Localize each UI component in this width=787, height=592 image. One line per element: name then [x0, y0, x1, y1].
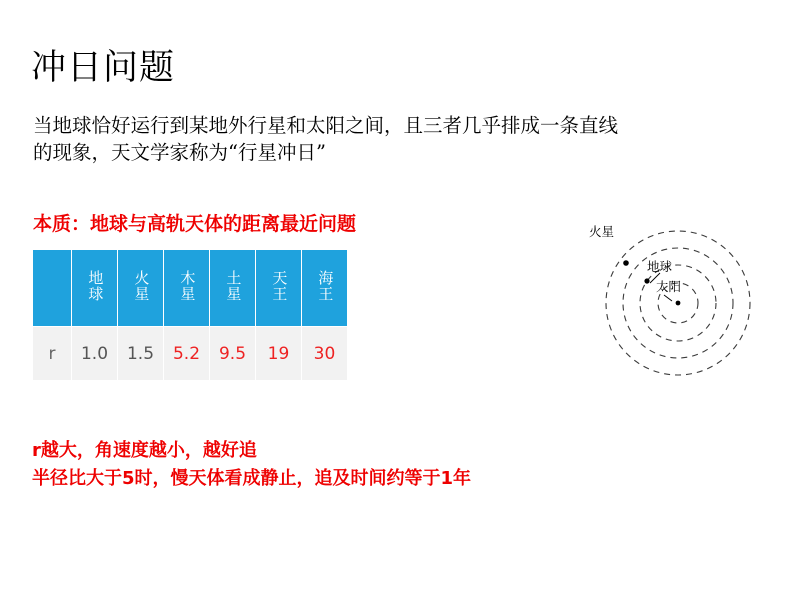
table-header-saturn [210, 250, 256, 327]
table-row [33, 327, 348, 381]
intro-paragraph: 当地球恰好运行到某地外行星和太阳之间，且三者几乎排成一条直线的现象，天文学家称为“行星冲日” [33, 114, 619, 164]
table-header-jupiter [164, 250, 210, 327]
sun-label: 太阳 [656, 279, 682, 294]
table-header-uranus-label: 天王 [270, 270, 289, 302]
sun-leader-line [664, 295, 672, 301]
mars-dot [623, 260, 629, 266]
cell-neptune-r: 30 [302, 327, 348, 381]
note-line-2: 半径比大于5时，慢天体看成静止，追及时间约等于1年 [32, 468, 472, 489]
radius-table [32, 249, 348, 381]
table-header-neptune [302, 250, 348, 327]
table-header-mars [118, 250, 164, 327]
mars-label: 火星 [589, 224, 615, 239]
table-corner-cell [33, 250, 72, 327]
note-line-1: r越大，角速度越小，越好追 [32, 440, 257, 461]
radius-table-wrapper [32, 249, 348, 381]
table-header-row [33, 250, 348, 327]
table-header-jupiter-label: 木星 [178, 270, 197, 302]
table-header-earth-label: 地球 [86, 270, 105, 302]
table-body [33, 327, 348, 381]
earth-label: 地球 [647, 259, 673, 274]
row-label-r: r [33, 327, 72, 381]
table-header-mars-label: 火星 [132, 270, 151, 302]
sun-dot [676, 301, 681, 306]
table-header [33, 250, 348, 327]
cell-mars-r: 1.5 [118, 327, 164, 381]
cell-saturn-r: 9.5 [210, 327, 256, 381]
table-header-saturn-label: 土星 [224, 270, 243, 302]
cell-earth-r: 1.0 [72, 327, 118, 381]
table-header-earth [72, 250, 118, 327]
cell-jupiter-r: 5.2 [164, 327, 210, 381]
page-title: 冲日问题 [31, 48, 176, 88]
cell-uranus-r: 19 [256, 327, 302, 381]
orbit-diagram [560, 215, 775, 390]
notes-block [32, 437, 471, 493]
table-header-uranus [256, 250, 302, 327]
earth-dot [644, 278, 649, 283]
orbit-diagram-svg [560, 215, 775, 390]
essence-line: 本质：地球与高轨天体的距离最近问题 [33, 213, 357, 235]
table-header-neptune-label: 海王 [316, 270, 335, 302]
